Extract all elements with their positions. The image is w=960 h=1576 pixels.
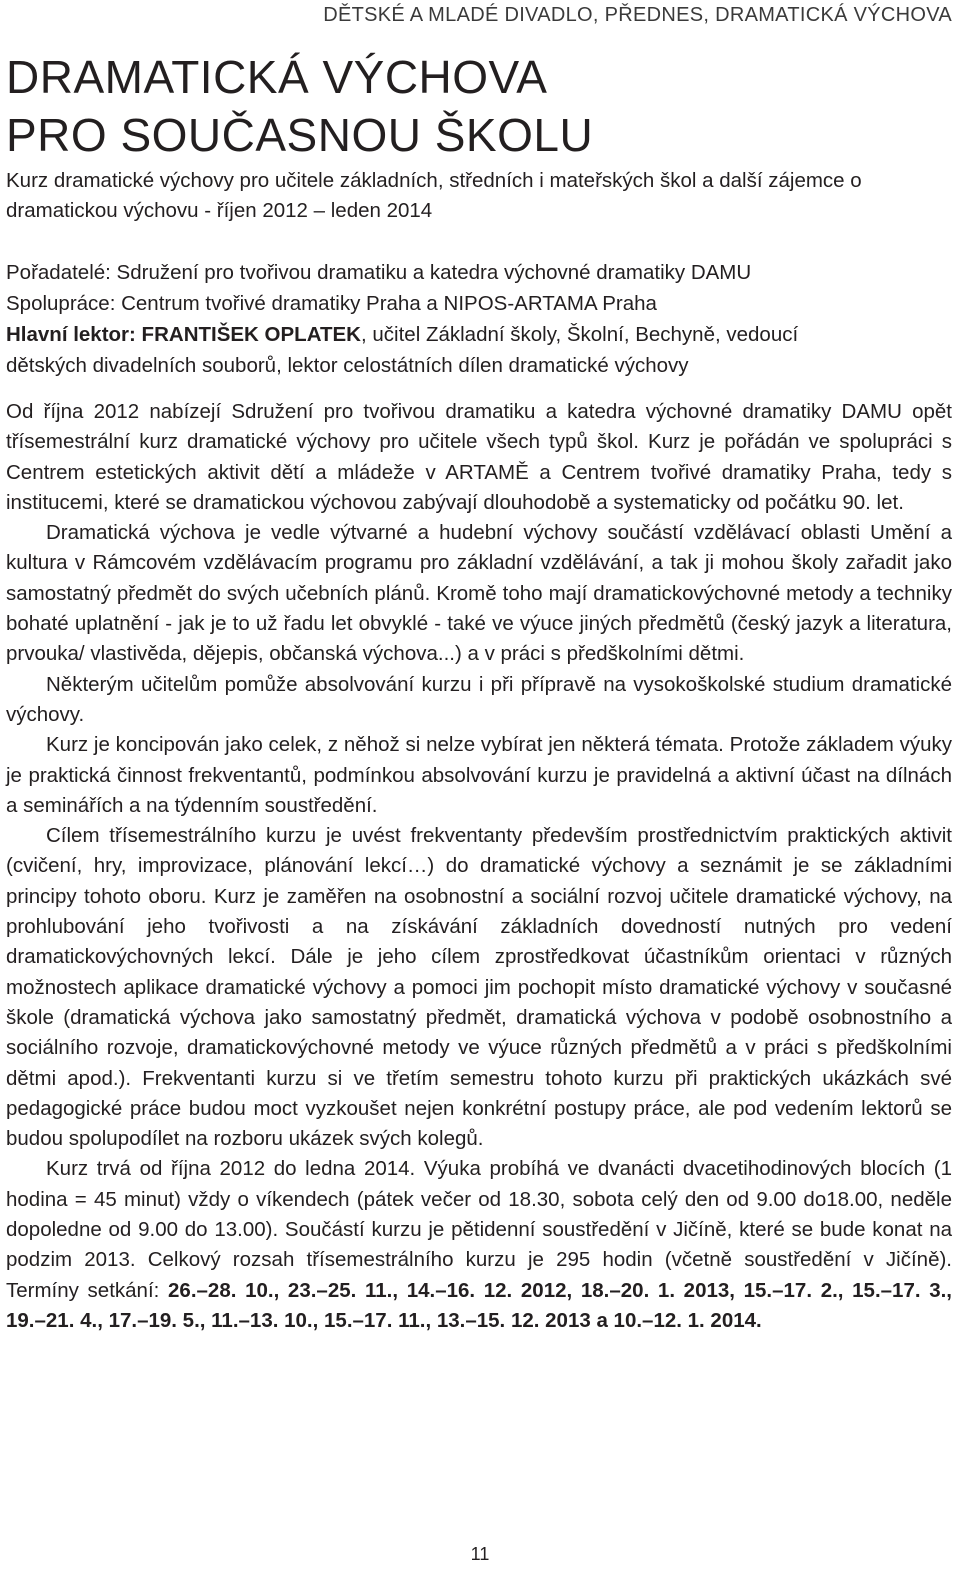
lecturer-description: , učitel Základní školy, Školní, Bechyně, vedoucí (361, 323, 799, 346)
lecturer-label: Hlavní lektor: FRANTIŠEK OPLATEK (6, 323, 361, 346)
article-body (6, 397, 952, 1336)
paragraph-4: Kurz je koncipován jako celek, z něhož si nelze vybírat jen některá témata. Protože základem výuky je praktická činnost frekventantů, podmínkou absolvování kurzu je pravidelná a aktivní účast na dílnách a seminářích a na týdenním soustředění. (6, 733, 952, 817)
paragraph-6 (6, 1154, 952, 1336)
paragraph-5: Cílem třísemestrálního kurzu je uvést frekventanty především prostřednictvím praktických aktivit (cvičení, hry, improvizace, plánování lekcí…) do dramatické výchovy a seznámit je se základními principy tohoto oboru. Kurz je zaměřen na osobnostní a sociální rozvoj učitele dramatické výchovy, na prohlubování jeho tvořivosti a na získávání základních dovedností nutných pro vedení dramatickovýchovných lekcí. Dále je jeho cílem zprostředkovat účastníkům orientaci v různých možnostech aplikace dramatické výchovy a pomoci jim pochopit místo dramatické výchovy v současné škole (dramatická výchova jako samostatný předmět, dramatická výchova v podobě osobnostního a sociálního rozvoje, dramatickovýchovné metody ve výuce různých předmětů a v práci s předškolními dětmi apod.). Frekventanti kurzu si ve třetím semestru tohoto kurzu při praktických ukázkách své pedagogické práce budou moct vyzkoušet nejen konkrétní postupy práce, ale pod vedením lektorů se budou spolupodílet na rozboru ukázek svých kolegů. (6, 824, 952, 1151)
page-title (6, 48, 593, 164)
paragraph-2: Dramatická výchova je vedle výtvarné a hudební výchovy součástí vzdělávací oblasti Umění a kultura v Rámcovém vzdělávacím programu pro základní vzdělávání, a tak ji mohou školy zařadit jako samostatný předmět do svých učebních plánů. Kromě toho mají dramatickovýchovné metody a techniky bohaté uplatnění - jak je to už řadu let obvyklé - také ve výuce jiných předmětů (český jazyk a literatura, prvouka/ vlastivěda, dějepis, občanská výchova...) a v práci s předškolními dětmi. (6, 521, 952, 666)
lecturer-description-2: dětských divadelních souborů, lektor celostátních dílen dramatické výchovy (6, 354, 689, 377)
paragraph-6-text: Kurz trvá od října 2012 do ledna 2014. Výuka probíhá ve dvanácti dvacetihodinových blocích (1 hodina = 45 minut) vždy o víkendech (pátek večer od 18.30, sobota celý den od 9.00 do18.00, neděle dopoledne od 9.00 do 13.00). Součástí kurzu je pětidenní soustředění v Jičíně, které se bude konat na podzim 2013. Celkový rozsah třísemestrálního kurzu je 295 hodin (včetně soustředění v Jičíně). Termíny setkání: (6, 1157, 952, 1302)
page-number: 11 (470, 1544, 490, 1564)
paragraph-1: Od října 2012 nabízejí Sdružení pro tvořivou dramatiku a katedra výchovné dramatiky DAMU opět třísemestrální kurz dramatické výchovy pro učitele všech typů škol. Kurz je pořádán ve spolupráci s Centrem estetických aktivit dětí a mládeže v ARTAMĚ a Centrem tvořivé dramatiky Praha, tedy s institucemi, které se dramatickou výchovou zabývají dlouhodobě a systematicky od počátku 90. let. (6, 400, 952, 514)
course-info (6, 257, 952, 381)
paragraph-3: Některým učitelům pomůže absolvování kurzu i při přípravě na vysokoškolské studium dramatické výchovy. (6, 672, 952, 726)
subtitle: Kurz dramatické výchovy pro učitele základních, středních i mateřských škol a další zájemce o dramatickou výchovu - říjen 2012 – leden 2014 (6, 169, 862, 222)
title-line-1: DRAMATICKÁ VÝCHOVA (6, 51, 548, 103)
section-header: DĚTSKÉ A MLADÉ DIVADLO, PŘEDNES, DRAMATICKÁ VÝCHOVA (323, 4, 952, 26)
organizers: Pořadatelé: Sdružení pro tvořivou dramatiku a katedra výchovné dramatiky DAMU (6, 261, 752, 284)
cooperation: Spolupráce: Centrum tvořivé dramatiky Praha a NIPOS-ARTAMA Praha (6, 292, 657, 315)
meeting-dates: 26.–28. 10., 23.–25. 11., 14.–16. 12. 2012, 18.–20. 1. 2013, 15.–17. 2., 15.–17. 3., 19.–21. 4., 17.–19. 5., 11.–13. 10., 15.–17. 11., 13.–15. 12. 2013 a 10.–12. 1. 2014. (6, 1278, 952, 1332)
title-line-2: PRO SOUČASNOU ŠKOLU (6, 109, 594, 161)
lecturer (6, 319, 952, 350)
